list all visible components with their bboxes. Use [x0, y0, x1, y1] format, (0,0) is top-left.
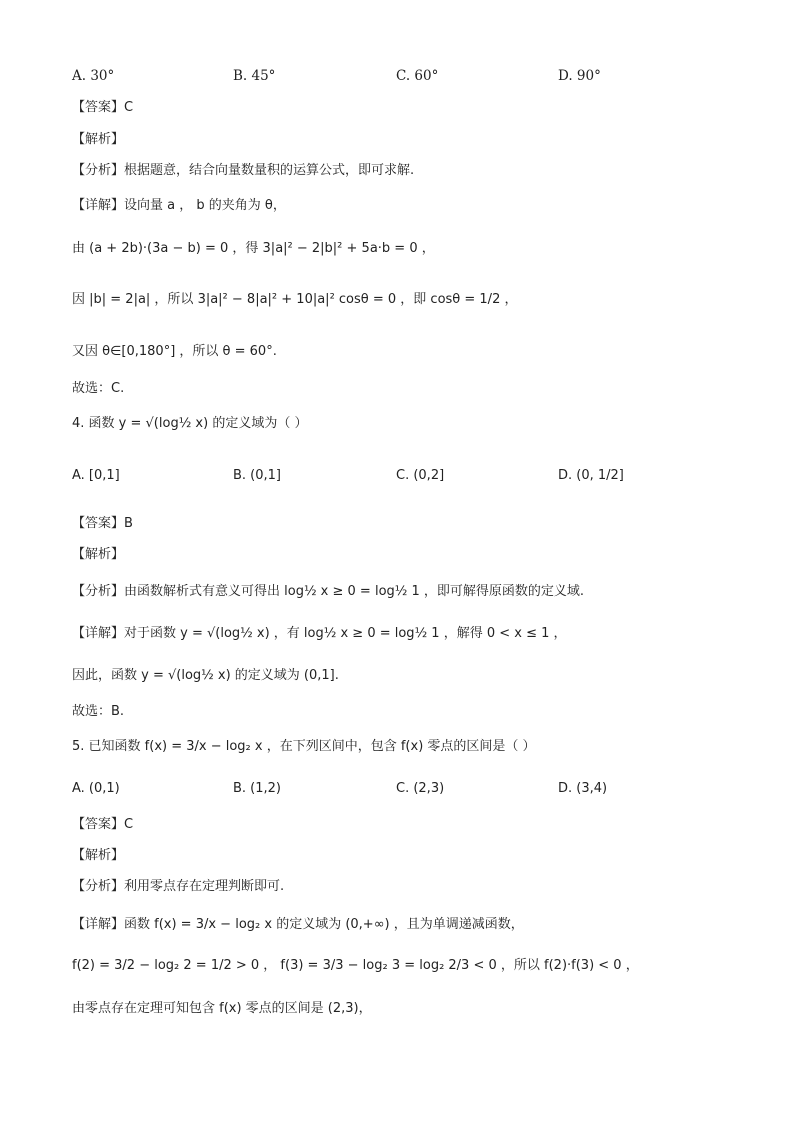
- q5-answer: 【答案】C: [72, 817, 134, 832]
- q4-analysis-summary: 【分析】由函数解析式有意义可得出 log½ x ≥ 0 = log½ 1 ，即可解得原函数的定义域.: [72, 584, 585, 599]
- q5-option-b: B. (1,2): [233, 781, 282, 796]
- q4-answer: 【答案】B: [72, 516, 133, 531]
- q4-conclusion: 故选：B.: [72, 704, 125, 719]
- q3-conclusion: 故选：C.: [72, 381, 125, 396]
- q5-analysis-heading: 【解析】: [72, 848, 125, 863]
- q5-option-d: D. (3,4): [558, 781, 608, 796]
- q3-detail-line-3: 因 |b| = 2|a| ，所以 3|a|² − 8|a|² + 10|a|² cosθ = 0 ，即 cosθ = 1/2 ，: [72, 292, 518, 307]
- q3-analysis-summary: 【分析】根据题意，结合向量数量积的运算公式，即可求解.: [72, 163, 415, 178]
- q5-option-c: C. (2,3): [396, 781, 445, 796]
- q4-option-d: D. (0, 1/2]: [558, 468, 624, 483]
- q4-stem: 4. 函数 y = √(log½ x) 的定义域为（ ）: [72, 416, 308, 431]
- q5-analysis-summary: 【分析】利用零点存在定理判断即可.: [72, 879, 285, 894]
- q3-option-c: C. 60°: [396, 68, 439, 84]
- q5-option-a: A. (0,1): [72, 781, 120, 796]
- q3-option-b: B. 45°: [233, 68, 276, 84]
- q3-analysis-heading: 【解析】: [72, 132, 125, 147]
- q4-analysis-heading: 【解析】: [72, 547, 125, 562]
- q3-option-a: A. 30°: [72, 68, 115, 84]
- q5-detail-line-2: f(2) = 3/2 − log₂ 2 = 1/2 > 0 ， f(3) = 3/3 − log₂ 3 = log₂ 2/3 < 0 ，所以 f(2)·f(3) < 0 ，: [72, 958, 639, 973]
- q4-option-a: A. [0,1]: [72, 468, 120, 483]
- q3-detail-line-2: 由 (a + 2b)·(3a − b) = 0 ，得 3|a|² − 2|b|² + 5a·b = 0 ，: [72, 241, 435, 256]
- q3-answer: 【答案】C: [72, 100, 134, 115]
- q4-detail-line-1: 【详解】对于函数 y = √(log½ x) ，有 log½ x ≥ 0 = log½ 1 ，解得 0 < x ≤ 1 ，: [72, 626, 567, 641]
- q3-detail-line-1: 【详解】设向量 a ， b 的夹角为 θ，: [72, 198, 286, 213]
- q5-detail-line-1: 【详解】函数 f(x) = 3/x − log₂ x 的定义域为 (0,+∞) ，且为单调递减函数，: [72, 917, 524, 932]
- q5-detail-line-3: 由零点存在定理可知包含 f(x) 零点的区间是 (2,3)，: [72, 1001, 372, 1016]
- q5-stem: 5. 已知函数 f(x) = 3/x − log₂ x ，在下列区间中，包含 f(x) 零点的区间是（ ）: [72, 739, 536, 754]
- q4-option-b: B. (0,1]: [233, 468, 282, 483]
- q3-option-d: D. 90°: [558, 68, 601, 84]
- q4-option-c: C. (0,2]: [396, 468, 445, 483]
- q3-detail-line-4: 又因 θ∈[0,180°] ，所以 θ = 60°.: [72, 344, 277, 359]
- q4-detail-line-2: 因此，函数 y = √(log½ x) 的定义域为 (0,1].: [72, 668, 339, 683]
